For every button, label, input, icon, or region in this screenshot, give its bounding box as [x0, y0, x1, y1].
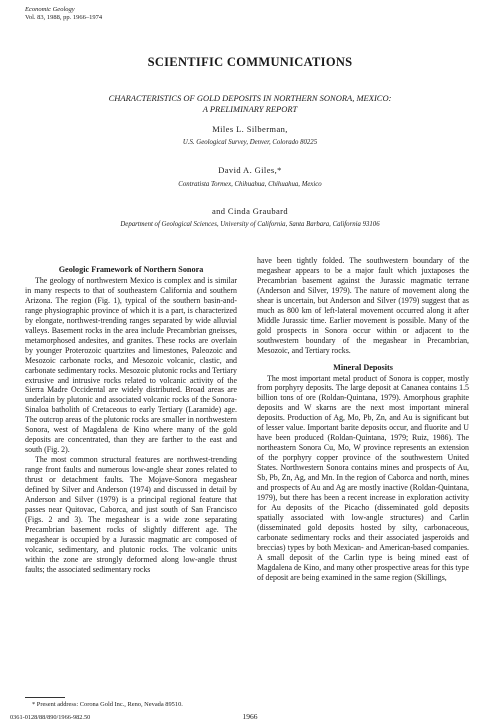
journal-header — [25, 6, 102, 21]
author-3-name: and Cinda Graubard — [211, 206, 289, 216]
footnote-rule — [25, 697, 65, 698]
article-title-line-2: A PRELIMINARY REPORT — [202, 104, 298, 114]
left-column — [25, 265, 237, 575]
author-1-name: Miles L. Silberman, — [212, 124, 288, 134]
footnote: * Present address: Corona Gold Inc., Reno, Nevada 89510. — [32, 701, 183, 708]
section-heading-mineral-deposits: Mineral Deposits — [333, 362, 393, 372]
paragraph: The most common structural features are northwest-trending range front faults and numerous low-angle shear zones related to thrust or detachment faults. The Mojave-Sonora megashear defined by Silver and Anderson (1974) and discussed in detail by Anderson and Silver (1979) is a principal regional feature that passes near Quitovac, Caborca, and just south of San Francisco (Figs. 2 and 3). The megashear is a wide zone separating Precambrian basement rocks of slightly different age. The megashear is occupied by a Jurassic magmatic arc composed of volcanic, sedimentary, and plutonic rocks. The volcanic units within the zone are strongly deformed along low-angle thrust faults; the associated sedimentary rocks — [25, 455, 237, 574]
paragraph: The most important metal product of Sonora is copper, mostly from porphyry deposits. The large deposit at Cananea contains 1.5 billion tons of ore (Roldan-Quintana, 1979). Amorphous graphite deposits and W skarns are the next most important mineral deposits. Production of Ag, Mo, Pb, Zn, and Au is significant but of lesser value. Important barite deposits occur, and fluorite and U have been produced (Roldan-Quintana, 1979; Ruiz, 1986). The northeastern Sonora Cu, Mo, W province represents an extension of the porphyry copper province of the southwestern United States. Northwestern Sonora contains mines and prospects of Au, Sb, Pb, Zn, Ag, and Mn. In the region of Caborca and north, mines and prospects of Au and Ag are mostly inactive (Roldan-Quintana, 1979), but there has been a recent increase in exploration activity for Au deposits of the Picacho (disseminated gold deposits spatially associated with low-angle structures) and Carlin (disseminated gold deposits hosted by silty, carbonaceous, carbonate sedimentary rocks and their associated jasperoids and breccias) types by both Mexican- and American-based companies. A small deposit of the Carlin type is being mined east of Magdalena de Kino, and many other prospective areas for this type of deposit are being examined in the same region (Skillings, — [257, 373, 469, 582]
journal-name: Economic Geology — [25, 6, 75, 13]
paragraph-continued: have been tightly folded. The southwestern boundary of the megashear appears to be a major fault which juxtaposes the Precambrian basement against the Jurassic magmatic terrane (Anderson and Silver, 1979). The nature of movement along the shear is uncertain, but Anderson and Silver (1979) suggest that as much as 800 km of left-lateral movement occurred along it after Middle Jurassic time. Earlier movement is possible. Many of the gold prospects in Sonora occur within or adjacent to the southwestern boundary of the megashear in Precambrian, Mesozoic, and Tertiary rocks. — [257, 256, 469, 355]
author-2-name: David A. Giles,* — [218, 165, 282, 175]
page-number: 1966 — [242, 712, 258, 721]
author-2-affiliation: Contratista Tormex, Chihuahua, Chihuahua, Mexico — [178, 181, 322, 188]
journal-volume: Vol. 83, 1988, pp. 1966–1974 — [25, 13, 103, 21]
author-3-affiliation: Department of Geological Sciences, University of California, Santa Barbara, California 93106 — [120, 221, 380, 228]
section-heading-geologic-framework: Geologic Framework of Northern Sonora — [58, 265, 204, 274]
paragraph: The geology of northwestern Mexico is complex and is similar in many respects to that of southeastern California and southern Arizona. The region (Fig. 1), typical of the southern basin-and-range physiographic province of which it is a part, is characterized by elongate, northwest-trending ranges separated by wide alluvial valleys. Basement rocks in the area include Precambrian gneisses, metamorphosed andesites, and granites. These rocks are overlain by younger Proterozoic quartzites and limestones, Paleozoic and Mesozoic carbonate rocks, and Mesozoic volcanic, clastic, and carbonate sedimentary rocks. Mesozoic plutonic rocks and Tertiary extrusive and intrusive rocks related to volcanic activity of the Sierra Madre Occidental are widely distributed. Broad areas are underlain by plutonic and associated volcanic rocks of the Sonora-Sinaloa batholith of Cretaceous to early Tertiary (Laramide) age. The outcrop areas of the plutonic rocks are smaller in northwestern Sonora, west of Magdalena de Kino where many of the gold deposits are concentrated, than they are farther to the east and south (Fig. 2). — [25, 276, 237, 455]
issn-line: 0361-0128/88/890/1966-982.50 — [10, 714, 91, 721]
right-column — [257, 256, 469, 583]
section-title: SCIENTIFIC COMMUNICATIONS — [147, 55, 353, 69]
article-title-line-1: CHARACTERISTICS OF GOLD DEPOSITS IN NORTHERN SONORA, MEXICO: — [108, 93, 392, 103]
author-1-affiliation: U.S. Geological Survey, Denver, Colorado 80225 — [182, 139, 318, 146]
article-title — [60, 93, 440, 115]
